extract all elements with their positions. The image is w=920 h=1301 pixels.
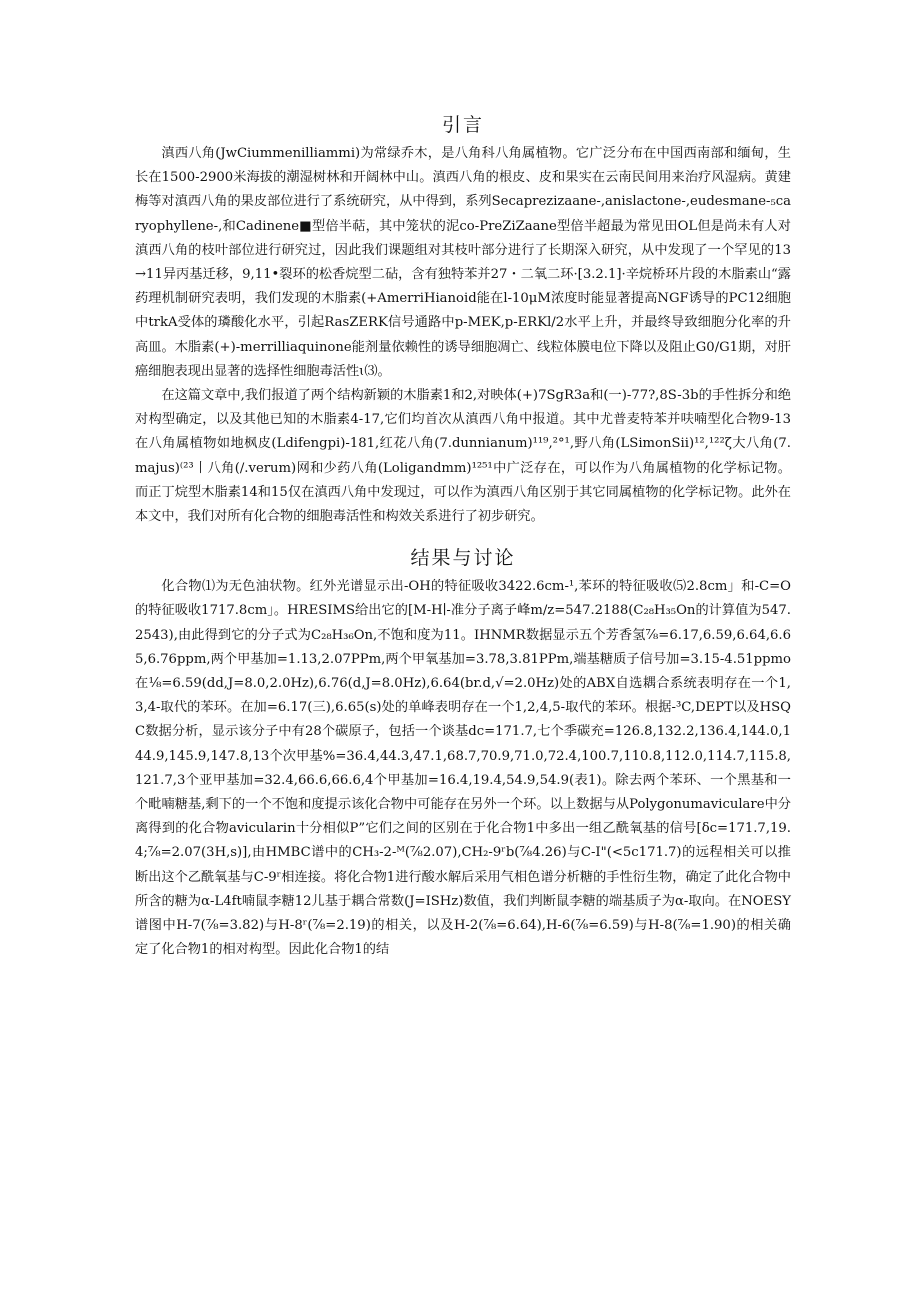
results-paragraph-1: 化合物⑴为无色油状物。红外光谱显示出-OH的特征吸收3422.6cm-¹,苯环的特征吸收⑸2.8cm」和-C=O的特征吸收1717.8cm」。HRESIMS给出它的[M-H∣-准分子离子峰m/z=547.2188(C₂₈H₃₅On的计算值为547.2543),由此得到它的分子式为C₂₈H₃₆On,不饱和度为11。IHNMR数据显示五个芳香氢⅞=6.17,6.59,6.64,6.65,6.76ppm,两个甲基加=1.13,2.07PPm,两个甲氧基加=3.78,3.81PPm,端基糖质子信号加=3.15-4.51ppmo在⅛=6.59(dd,J=8.0,2.0Hz),6.76(d,J=8.0Hz),6.64(br.d,√=2.0Hz)处的ABX自选耦合系统表明存在一个1,3,4-取代的苯环。在加=6.17(三),6.65(s)处的单峰表明存在一个1,2,4,5-取代的苯环。根据-³C,DEPT以及HSQC数据分析，显示该分子中有28个碳原子，包括一个谈基dc=171.7,七个季碳充=126.8,132.2,136.4,144.0,144.9,145.9,147.8,13个次甲基%=36.4,44.3,47.1,68.7,70.9,71.0,72.4,100.7,110.8,112.0,114.7,115.8,121.7,3个亚甲基加=32.4,66.6,66.6,4个甲基加=16.4,19.4,54.9,54.9(表1)。除去两个苯环、一个黑基和一个毗喃糖基,剩下的一个不饱和度提示该化合物中可能存在另外一个环。以上数据与从Polygonumaviculare中分离得到的化合物avicularin十分相似P”它们之间的区别在于化合物1中多出一组乙酰氧基的信号[δc=171.7,19.4;⅞=2.07(3H,s)],由HMBC谱中的CH₃-2-ᴹ(⅞2.07),CH₂-9ʳb(⅞4.26)与C-I"(<5c171.7)的远程相关可以推断出这个乙酰氧基与C-9ʳ相连接。将化合物1进行酸水解后采用气相色谱分析糖的手性衍生物，确定了此化合物中所含的糖为α-L4ft喃鼠李糖12儿基于耦合常数(J=ISHz)数值，我们判断鼠李糖的端基质子为α-取向。在NOESY谱图中H-7(⅞=3.82)与H-8ʳ(⅞=2.19)的相关，以及H-2(⅞=6.64),H-6(⅞=6.59)与H-8(⅞=1.90)的相关确定了化合物1的相对构型。因此化合物1的结 [135, 579, 791, 958]
document-page [135, 108, 791, 963]
section-title-introduction: 引言 [441, 114, 484, 136]
intro-paragraph-1: 滇西八角(JwCiummenilliammi)为常绿乔木，是八角科八角属植物。它广泛分布在中国西南部和缅甸，生长在1500-2900米海拔的潮湿树林和开阔林中山。滇西八角的根皮、皮和果实在云南民间用来治疗风湿病。黄建梅等对滇西八角的果皮部位进行了系统研究，从中得到，系列Secaprezizaane-,anislactone-,eudesmane-₅caryophyllene-,和Cadinene■型倍半萜，其中笼状的泥co-PreZiZaane型倍半超最为常见田OL但是尚未有人对滇西八角的枝叶部位进行研究过，因此我们课题组对其枝叶部分进行了长期深入研究，从中发现了一个罕见的13→11异丙基迁移，9,11•裂环的松香烷型二砧，含有独特苯并27・二氧二环·[3.2.1]·辛烷桥环片段的木脂素山“露药理机制研究表明，我们发现的木脂素(+AmerriHianoid能在l-10μM浓度时能显著提高NGF诱导的PC12细胞中trkA受体的璘酸化水平，引起RasZERK信号通路中p-MEK,p-ERKl/2水平上升，并最终导致细胞分化率的升高皿。木脂素(+)-merrilliaquinone能剂量依赖性的诱导细胞凋亡、线粒体膜电位下降以及阻止G0/G1期，对肝癌细胞表现出显著的选择性细胞毒活性ɩ⑶。 [135, 146, 791, 379]
section-title-results-discussion: 结果与讨论 [410, 547, 516, 570]
intro-paragraph-2: 在这篇文章中,我们报道了两个结构新颖的木脂素1和2,对映体(+)7SgR3a和(一)-77?,8S-3b的手性拆分和绝对构型确定，以及其他已知的木脂素4-17,它们均首次从滇西八角中报道。其中尤普麦特苯并呋喃型化合物9-13在八角属植物如地枫皮(Ldifengpi)-181,红花八角(7.dunnianum)¹¹⁹,²°¹,野八角(LSimonSii)¹²,¹²²ζ大八角(7.majus)⁽²³丨八角(/.verum)网和少药八角(Loligandmm)¹²⁵¹中广泛存在，可以作为八角属植物的化学标记物。而正丁烷型木脂素14和15仅在滇西八角中发现过，可以作为滇西八角区别于其它同属植物的化学标记物。此外在本文中，我们对所有化合物的细胞毒活性和构效关系进行了初步研究。 [135, 388, 791, 525]
